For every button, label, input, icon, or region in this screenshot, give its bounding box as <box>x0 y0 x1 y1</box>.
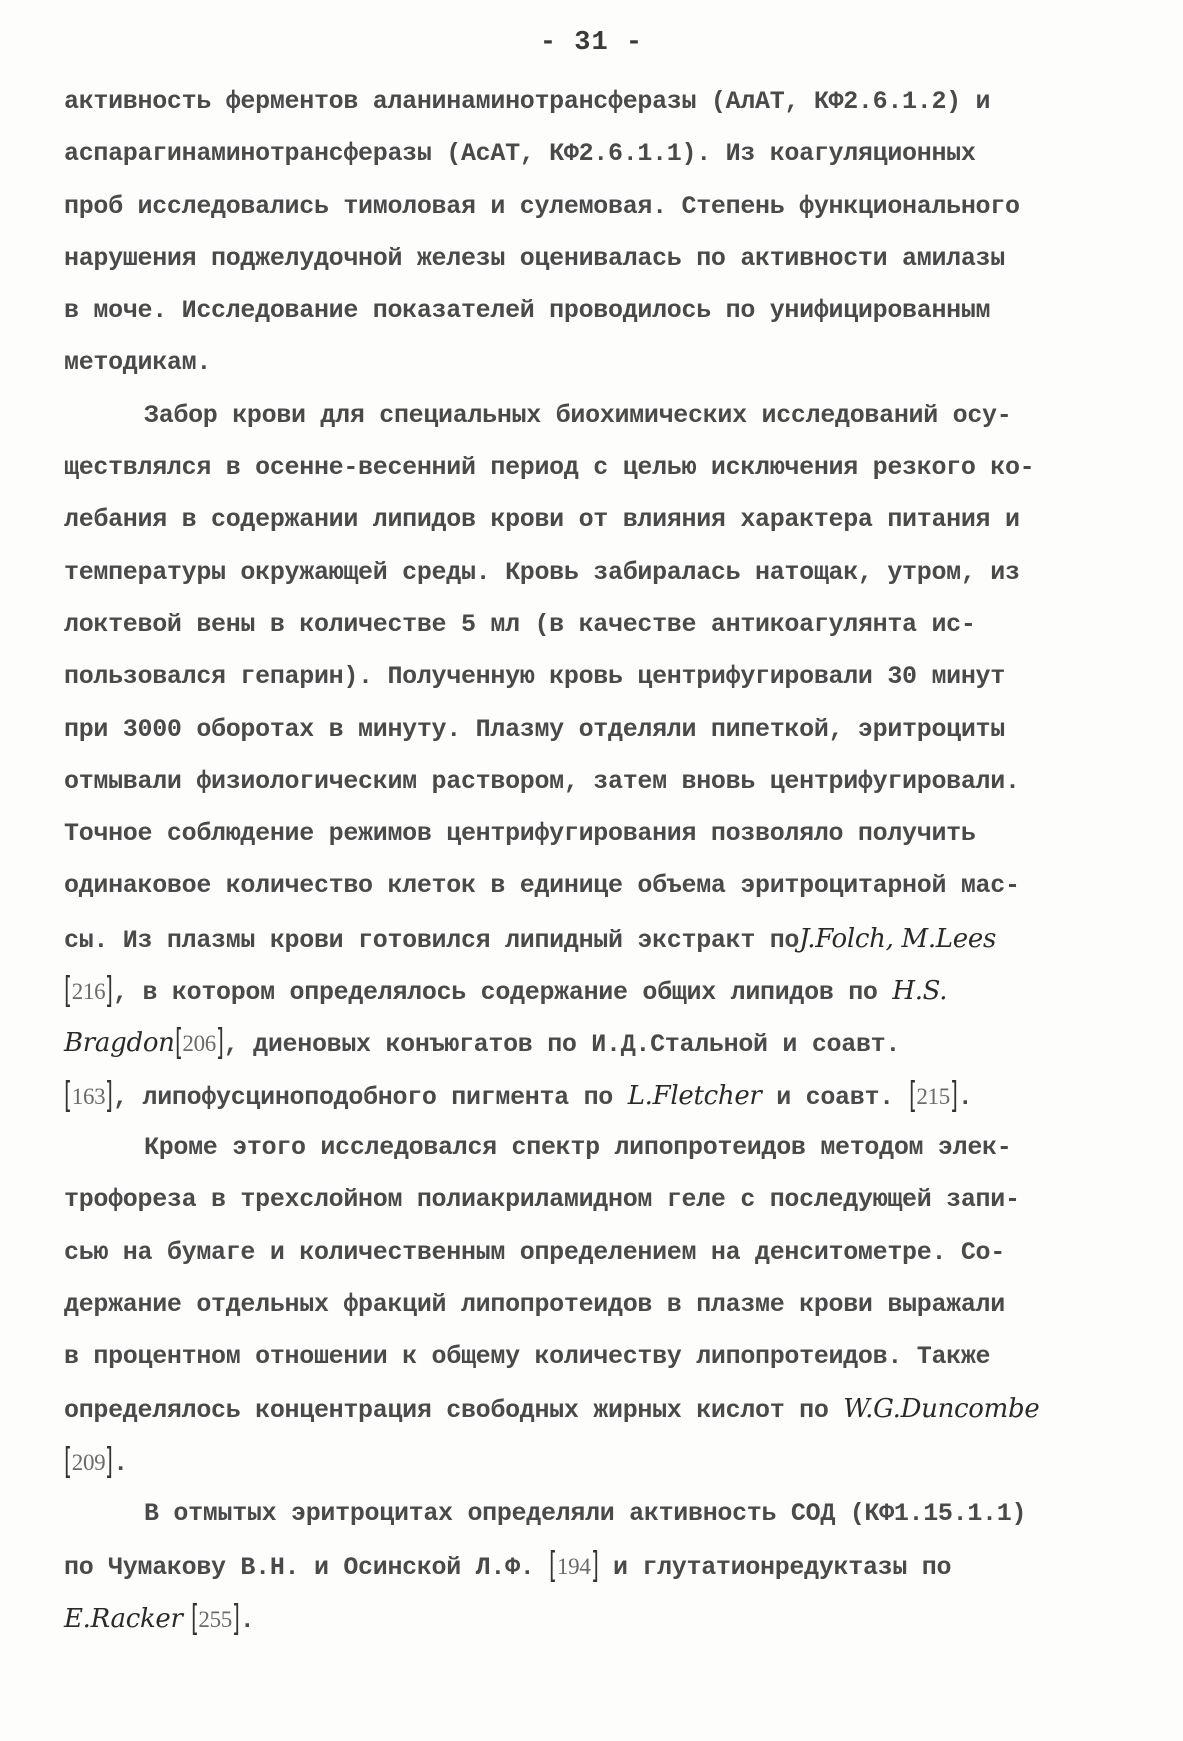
typed-text: нарушения поджелудочной железы оценивалась по активности амилазы <box>64 243 1005 273</box>
typed-text: . <box>239 1605 255 1635</box>
reference-number: 216 <box>71 979 106 1005</box>
handwritten-author: W.G.Duncombe <box>843 1394 1040 1425</box>
reference-bracket: [ <box>174 1022 183 1064</box>
text-line <box>64 913 1124 965</box>
handwritten-author: J.Folch, M.Lees <box>799 923 996 954</box>
text-line <box>64 1227 1124 1279</box>
typed-text: Забор крови для специальных биохимических исследований осу- <box>144 400 1012 430</box>
typed-text: Точное соблюдение режимов центрифугирования позволяло получить <box>64 819 976 849</box>
typed-text: ществлялся в осенне-весенний период с целью исключения резкого ко- <box>64 453 1035 483</box>
text-line <box>64 1383 1124 1435</box>
text-line <box>64 860 1124 912</box>
typed-text: трофореза в трехслойном полиакриламидном геле с последующей запи- <box>64 1185 1020 1215</box>
reference-bracket: [ <box>190 1597 199 1639</box>
text-line <box>64 1331 1124 1383</box>
typed-text: пользовался гепарин). Полученную кровь центрифугировали 30 минут <box>64 662 1005 692</box>
handwritten-author: L.Fletcher <box>627 1080 762 1111</box>
typed-text: одинаковое количество клеток в единице объема эритроцитарной мас- <box>64 871 1020 901</box>
reference-bracket: ] <box>216 1022 224 1064</box>
text-line <box>64 704 1124 756</box>
typed-text: сью на бумаге и количественным определением на денситометре. Со- <box>64 1237 1005 1267</box>
typed-text: определялось концентрация свободных жирных кислот по <box>64 1396 844 1426</box>
handwritten-author: E.Racker <box>64 1603 191 1634</box>
text-line <box>64 547 1124 599</box>
text-line <box>64 181 1124 233</box>
typed-text: держание отдельных фракций липопротеидов в плазме крови выражали <box>64 1289 1005 1319</box>
text-line <box>64 76 1124 128</box>
text-line <box>64 337 1124 389</box>
typed-text: отмывали физиологическим раствором, затем вновь центрифугировали. <box>64 766 1020 796</box>
text-line <box>64 756 1124 808</box>
reference-bracket: [ <box>64 1074 72 1116</box>
reference-bracket: ] <box>105 1440 114 1482</box>
typed-text: лебания в содержании липидов крови от влияния характера питания и <box>64 505 1020 535</box>
text-line <box>64 1488 1124 1540</box>
text-line <box>64 1122 1124 1174</box>
typed-text: проб исследовались тимоловая и сулемовая. Степень функционального <box>64 191 1020 221</box>
typed-text: и соавт. <box>761 1082 909 1112</box>
typed-text: в моче. Исследование показателей проводилось по унифицированным <box>64 296 991 326</box>
handwritten-author: H.S. <box>892 976 948 1007</box>
typed-text: , липофусциноподобного пигмента по <box>113 1082 628 1112</box>
text-line <box>64 233 1124 285</box>
text-line <box>64 1174 1124 1226</box>
typed-text: , в котором определялось содержание общих липидов по <box>113 978 893 1008</box>
reference-bracket: ] <box>590 1545 599 1587</box>
reference-bracket: ] <box>950 1074 958 1116</box>
typed-text: . <box>113 1448 128 1478</box>
text-line <box>64 1017 1124 1069</box>
typed-text: аспарагинаминотрансферазы (АсАТ, КФ2.6.1.1). Из коагуляционных <box>64 139 976 169</box>
reference-bracket: [ <box>908 1074 917 1116</box>
reference-number: 163 <box>71 1083 106 1109</box>
text-line <box>64 1436 1124 1488</box>
text-line <box>64 494 1124 546</box>
reference-bracket: [ <box>549 1545 557 1587</box>
document-body <box>64 76 1124 1645</box>
text-line <box>64 965 1124 1017</box>
text-line <box>64 442 1124 494</box>
text-line <box>64 651 1124 703</box>
handwritten-author: Bragdon <box>64 1028 175 1059</box>
text-line <box>64 808 1124 860</box>
reference-bracket: [ <box>64 970 72 1012</box>
text-line <box>64 1540 1124 1592</box>
reference-bracket: ] <box>105 1074 114 1116</box>
typed-text: методикам. <box>64 348 212 378</box>
typed-text: при 3000 оборотах в минуту. Плазму отделяли пипеткой, эритроциты <box>64 714 1005 744</box>
typed-text: активность ферментов аланинаминотрансферазы (АлАТ, КФ2.6.1.2) и <box>64 87 991 116</box>
text-line <box>64 285 1124 337</box>
text-line <box>64 1593 1124 1645</box>
reference-bracket: ] <box>105 970 114 1012</box>
text-line <box>64 599 1124 651</box>
typed-text: В отмытых эритроцитах определяли активность СОД (КФ1.15.1.1) <box>144 1499 1027 1529</box>
page-number: - 31 - <box>539 28 644 58</box>
reference-bracket: ] <box>232 1597 240 1639</box>
typed-text: . <box>957 1082 973 1112</box>
typed-text: локтевой вены в количестве 5 мл (в качестве антикоагулянта ис- <box>64 609 976 639</box>
typed-text: и глутатионредуктазы по <box>598 1553 952 1583</box>
text-line <box>64 1279 1124 1331</box>
reference-number: 255 <box>198 1606 232 1632</box>
typed-text: сы. Из плазмы крови готовился липидный экстракт по <box>64 925 800 955</box>
reference-bracket: [ <box>64 1440 72 1482</box>
typed-text: Кроме этого исследовался спектр липопротеидов методом элек- <box>144 1132 1012 1162</box>
reference-number: 206 <box>182 1031 216 1057</box>
text-line <box>64 128 1124 180</box>
reference-number: 215 <box>916 1083 950 1109</box>
typed-text: по Чумакову В.Н. и Осинской Л.Ф. <box>64 1553 550 1583</box>
text-line <box>64 390 1124 442</box>
reference-number: 194 <box>556 1554 591 1580</box>
typed-text: температуры окружающей среды. Кровь забиралась натощак, утром, из <box>64 557 1020 587</box>
typed-text: , диеновых конъюгатов по И.Д.Стальной и соавт. <box>223 1030 901 1060</box>
text-line <box>64 1070 1124 1122</box>
typed-text: в процентном отношении к общему количеству липопротеидов. Также <box>64 1342 991 1372</box>
reference-number: 209 <box>71 1449 106 1475</box>
